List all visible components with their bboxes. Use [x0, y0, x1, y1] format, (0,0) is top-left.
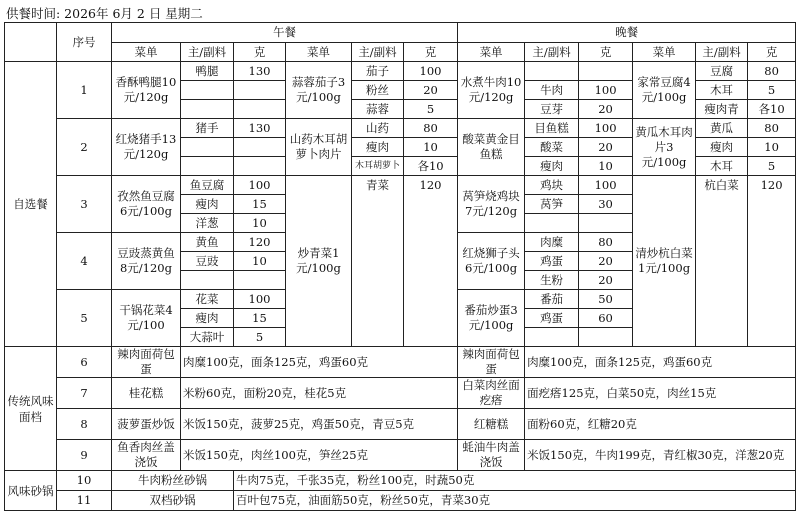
traditional-row	[5, 440, 796, 471]
ingredient-gram: 20	[404, 81, 458, 100]
self-sub-row	[5, 119, 796, 138]
dish-name: 辣肉面荷包蛋	[458, 347, 525, 378]
ingredient-gram: 80	[404, 119, 458, 138]
ingredient-gram: 5	[404, 100, 458, 119]
dish-name: 酸菜黄金目鱼糕	[458, 119, 525, 176]
dish-name: 干锅花菜4元/100	[112, 290, 181, 347]
header-dish: 菜单	[458, 43, 525, 62]
ingredient-gram: 15	[234, 195, 286, 214]
row-number: 10	[57, 471, 112, 491]
ingredient-gram	[234, 157, 286, 176]
row-number: 9	[57, 440, 112, 471]
row-number: 7	[57, 378, 112, 409]
ingredient-gram: 100	[579, 119, 633, 138]
ingredient-name: 豆豉	[181, 252, 234, 271]
ingredient-gram: 100	[579, 81, 633, 100]
ingredient-name: 鸡蛋	[525, 309, 579, 328]
ingredient-blank	[404, 195, 458, 347]
dish-description: 米饭150克，菠萝25克，鸡蛋50克，青豆5克	[181, 409, 458, 440]
dish-name: 孜然鱼豆腐6元/100g	[112, 176, 181, 233]
dish-name: 黄瓜木耳肉片3元/100g	[633, 119, 696, 176]
ingredient-gram	[579, 214, 633, 233]
ingredient-name: 豆腐	[696, 62, 748, 81]
header-dinner: 晚餐	[458, 23, 796, 43]
ingredient-name	[525, 62, 579, 81]
ingredient-name: 豆芽	[525, 100, 579, 119]
dish-name: 炒青菜1元/100g	[286, 176, 352, 347]
dish-description: 米饭150克，牛肉199克，青红椒30克，洋葱20克	[525, 440, 796, 471]
ingredient-name: 山药	[352, 119, 404, 138]
ingredient-gram: 120	[404, 176, 458, 195]
dish-description: 肉糜100克，面条125克，鸡蛋60克	[525, 347, 796, 378]
ingredient-name: 木耳胡萝卜	[352, 157, 404, 176]
header-dish: 菜单	[112, 43, 181, 62]
menu-table-frame	[4, 22, 795, 506]
ingredient-name: 青菜	[352, 176, 404, 195]
ingredient-name: 大蒜叶	[181, 328, 234, 347]
ingredient-name: 瘦肉青	[696, 100, 748, 119]
ingredient-name: 肉糜	[525, 233, 579, 252]
ingredient-name: 酸菜	[525, 138, 579, 157]
dish-name: 清炒杭白菜1元/100g	[633, 176, 696, 347]
header-gram: 克	[404, 43, 458, 62]
ingredient-gram: 100	[234, 290, 286, 309]
traditional-row	[5, 378, 796, 409]
ingredient-gram: 20	[579, 138, 633, 157]
header-ingredient: 主/副料	[352, 43, 404, 62]
ingredient-gram: 130	[234, 119, 286, 138]
self-sub-row	[5, 176, 796, 195]
ingredient-name: 黄鱼	[181, 233, 234, 252]
corner-cell	[5, 23, 57, 62]
ingredient-gram: 120	[234, 233, 286, 252]
ingredient-name	[181, 271, 234, 290]
ingredient-gram: 80	[748, 119, 796, 138]
ingredient-name	[181, 138, 234, 157]
ingredient-gram: 10	[234, 252, 286, 271]
ingredient-gram	[579, 62, 633, 81]
dish-name: 红烧猪手13元/120g	[112, 119, 181, 176]
ingredient-name: 洋葱	[181, 214, 234, 233]
dish-name: 山药木耳胡萝卜肉片	[286, 119, 352, 176]
header-ingredient: 主/副料	[696, 43, 748, 62]
group-self-label: 自选餐	[5, 62, 57, 347]
dish-name: 家常豆腐4元/100g	[633, 62, 696, 119]
header-no: 序号	[57, 23, 112, 62]
ingredient-name: 瘦肉	[181, 195, 234, 214]
dish-name: 番茄炒蛋3元/100g	[458, 290, 525, 347]
dish-name: 鱼香肉丝盖浇饭	[112, 440, 181, 471]
ingredient-gram: 80	[579, 233, 633, 252]
ingredient-name: 茄子	[352, 62, 404, 81]
dish-name: 菠萝蛋炒饭	[112, 409, 181, 440]
row-number: 5	[57, 290, 112, 347]
ingredient-gram: 50	[579, 290, 633, 309]
ingredient-gram: 5	[748, 81, 796, 100]
dish-description: 面疙瘩125克，白菜50克，肉丝15克	[525, 378, 796, 409]
casserole-row	[5, 491, 796, 511]
menu-table	[4, 22, 796, 511]
ingredient-blank	[696, 195, 748, 347]
dish-name: 蒜蓉茄子3元/100g	[286, 62, 352, 119]
ingredient-gram	[234, 81, 286, 100]
ingredient-name: 瘦肉	[352, 138, 404, 157]
ingredient-name: 瘦肉	[525, 157, 579, 176]
dish-name: 红糖糕	[458, 409, 525, 440]
dish-name: 辣肉面荷包蛋	[112, 347, 181, 378]
row-number: 8	[57, 409, 112, 440]
ingredient-gram: 60	[579, 309, 633, 328]
ingredient-gram: 各10	[748, 100, 796, 119]
ingredient-name: 花菜	[181, 290, 234, 309]
ingredient-gram	[234, 138, 286, 157]
ingredient-gram: 120	[748, 176, 796, 195]
ingredient-name: 鸡蛋	[525, 252, 579, 271]
ingredient-gram: 100	[579, 176, 633, 195]
header-gram: 克	[234, 43, 286, 62]
ingredient-gram: 5	[234, 328, 286, 347]
traditional-row	[5, 409, 796, 440]
ingredient-name: 木耳	[696, 81, 748, 100]
ingredient-gram: 100	[404, 62, 458, 81]
ingredient-gram: 5	[748, 157, 796, 176]
ingredient-name: 鸡块	[525, 176, 579, 195]
dish-description: 米粉60克，面粉20克，桂花5克	[181, 378, 458, 409]
ingredient-name: 杭白菜	[696, 176, 748, 195]
dish-name: 蚝油牛肉盖浇饭	[458, 440, 525, 471]
ingredient-name: 蒜蓉	[352, 100, 404, 119]
ingredient-gram: 10	[579, 157, 633, 176]
dish-name: 莴笋烧鸡块7元/120g	[458, 176, 525, 233]
header-dish: 菜单	[286, 43, 352, 62]
header-lunch: 午餐	[112, 23, 458, 43]
menu-body	[5, 23, 796, 511]
dish-description: 米饭150克，肉丝100克，笋丝25克	[181, 440, 458, 471]
row-number: 1	[57, 62, 112, 119]
ingredient-name	[181, 81, 234, 100]
ingredient-name	[525, 328, 579, 347]
row-number: 3	[57, 176, 112, 233]
ingredient-blank	[352, 195, 404, 347]
dish-name: 香酥鸭腿10元/120g	[112, 62, 181, 119]
header-ingredient: 主/副料	[181, 43, 234, 62]
dish-description: 面粉60克，红糖20克	[525, 409, 796, 440]
header-gram: 克	[748, 43, 796, 62]
ingredient-gram: 10	[234, 214, 286, 233]
dish-name: 红烧狮子头6元/100g	[458, 233, 525, 290]
ingredient-gram: 15	[234, 309, 286, 328]
serving-date: 供餐时间: 2026年 6月 2 日 星期二	[6, 6, 203, 21]
ingredient-gram: 20	[579, 252, 633, 271]
ingredient-gram	[234, 271, 286, 290]
dish-description: 肉糜100克，面条125克，鸡蛋60克	[181, 347, 458, 378]
ingredient-name: 莴笋	[525, 195, 579, 214]
row-number: 2	[57, 119, 112, 176]
header-gram: 克	[579, 43, 633, 62]
group-traditional-label: 传统风味面档	[5, 347, 57, 471]
ingredient-name: 鱼豆腐	[181, 176, 234, 195]
ingredient-gram: 10	[404, 138, 458, 157]
ingredient-gram: 20	[579, 271, 633, 290]
ingredient-gram	[234, 100, 286, 119]
header-dish: 菜单	[633, 43, 696, 62]
group-casserole-label: 风味砂锅	[5, 471, 57, 511]
ingredient-name: 目鱼糕	[525, 119, 579, 138]
ingredient-name: 番茄	[525, 290, 579, 309]
ingredient-name: 猪手	[181, 119, 234, 138]
casserole-row	[5, 471, 796, 491]
ingredient-name	[181, 100, 234, 119]
ingredient-gram: 20	[579, 100, 633, 119]
ingredient-name: 木耳	[696, 157, 748, 176]
dish-name: 白菜肉丝面疙瘩	[458, 378, 525, 409]
ingredient-name: 牛肉	[525, 81, 579, 100]
ingredient-gram	[579, 328, 633, 347]
dish-name: 豆豉蒸黄鱼8元/120g	[112, 233, 181, 290]
row-number: 4	[57, 233, 112, 290]
ingredient-gram: 各10	[404, 157, 458, 176]
ingredient-gram: 80	[748, 62, 796, 81]
dish-name: 水煮牛肉10元/120g	[458, 62, 525, 119]
ingredient-name: 鸭腿	[181, 62, 234, 81]
self-sub-row	[5, 62, 796, 81]
ingredient-name	[181, 157, 234, 176]
ingredient-blank	[748, 195, 796, 347]
ingredient-name: 瘦肉	[696, 138, 748, 157]
dish-description: 牛肉75克，千张35克，粉丝100克，时蔬50克	[234, 471, 796, 491]
traditional-row	[5, 347, 796, 378]
ingredient-name: 粉丝	[352, 81, 404, 100]
row-number: 11	[57, 491, 112, 511]
ingredient-name: 黄瓜	[696, 119, 748, 138]
dish-name: 双档砂锅	[112, 491, 234, 511]
dish-name: 牛肉粉丝砂锅	[112, 471, 234, 491]
ingredient-name: 瘦肉	[181, 309, 234, 328]
ingredient-gram: 100	[234, 176, 286, 195]
ingredient-name	[525, 214, 579, 233]
ingredient-gram: 130	[234, 62, 286, 81]
header-ingredient: 主/副料	[525, 43, 579, 62]
dish-description: 百叶包75克，油面筋50克，粉丝50克，青菜30克	[234, 491, 796, 511]
ingredient-gram: 30	[579, 195, 633, 214]
row-number: 6	[57, 347, 112, 378]
ingredient-gram: 10	[748, 138, 796, 157]
ingredient-name: 生粉	[525, 271, 579, 290]
dish-name: 桂花糕	[112, 378, 181, 409]
